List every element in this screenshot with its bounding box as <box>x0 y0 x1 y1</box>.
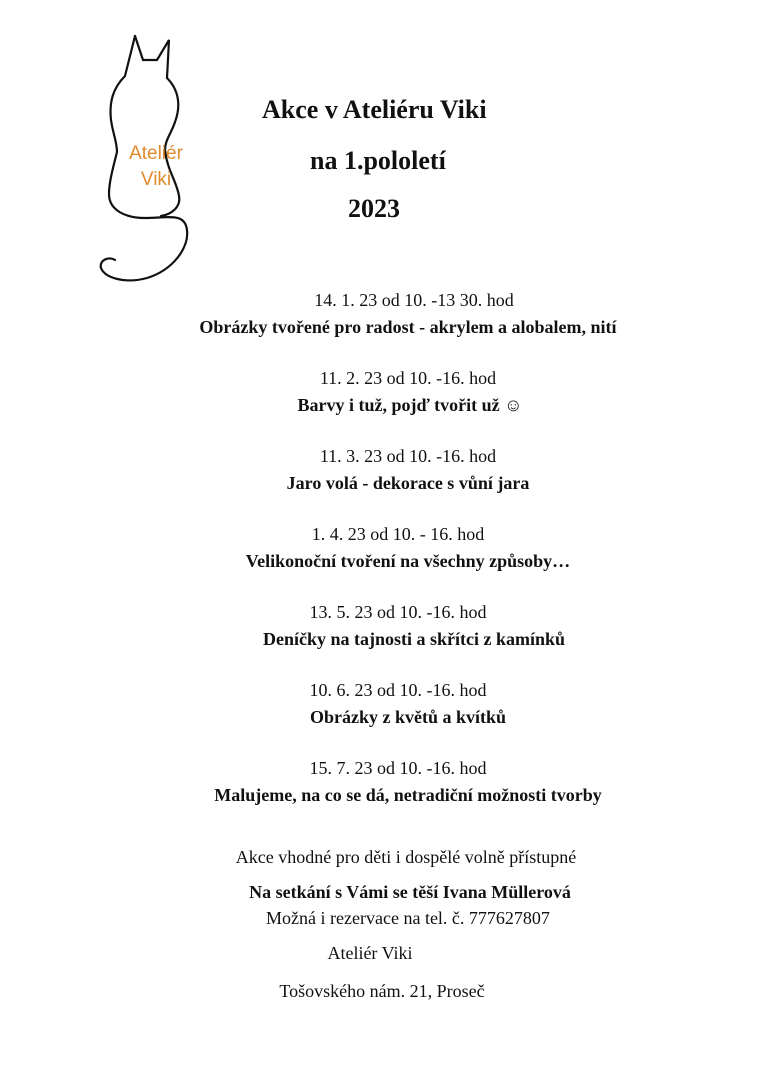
event-title-5: Deníčky na tajnosti a skřítci z kamínků <box>262 629 566 649</box>
event-date-2: 11. 2. 23 od 10. -16. hod <box>319 368 497 388</box>
event-date-3: 11. 3. 23 od 10. -16. hod <box>319 446 497 466</box>
logo-text-line1: Ateliér <box>129 143 183 164</box>
event-title-4: Velikonoční tvoření na všechny způsoby… <box>245 551 571 571</box>
event-title-7: Malujeme, na co se dá, netradiční možnosti tvorby <box>214 785 602 805</box>
event-date-4: 1. 4. 23 od 10. - 16. hod <box>311 524 485 544</box>
event-date-7: 15. 7. 23 od 10. -16. hod <box>309 758 487 778</box>
page-subtitle: na 1.pololetí <box>310 146 446 175</box>
suitability-note: Akce vhodné pro děti i dospělé volně přístupné <box>235 847 577 867</box>
event-title-3: Jaro volá - dekorace s vůní jara <box>286 473 530 493</box>
logo-text-line2: Viki <box>140 169 172 190</box>
host-note: Na setkání s Vámi se těší Ivana Müllerová <box>249 882 571 902</box>
page-title: Akce v Ateliéru Viki <box>262 95 487 124</box>
studio-name: Ateliér Viki <box>327 943 413 963</box>
event-title-2: Barvy i tuž, pojď tvořit už ☺ <box>297 395 523 415</box>
event-title-1: Obrázky tvořené pro radost - akrylem a alobalem, nití <box>199 317 617 337</box>
event-date-5: 13. 5. 23 od 10. -16. hod <box>309 602 487 622</box>
event-date-1: 14. 1. 23 od 10. -13 30. hod <box>314 290 514 310</box>
event-title-6: Obrázky z květů a kvítků <box>309 707 507 727</box>
page-year: 2023 <box>348 194 400 223</box>
reservation-note: Možná i rezervace na tel. č. 777627807 <box>266 908 550 928</box>
studio-address: Tošovského nám. 21, Proseč <box>279 981 485 1001</box>
event-date-6: 10. 6. 23 od 10. -16. hod <box>309 680 487 700</box>
